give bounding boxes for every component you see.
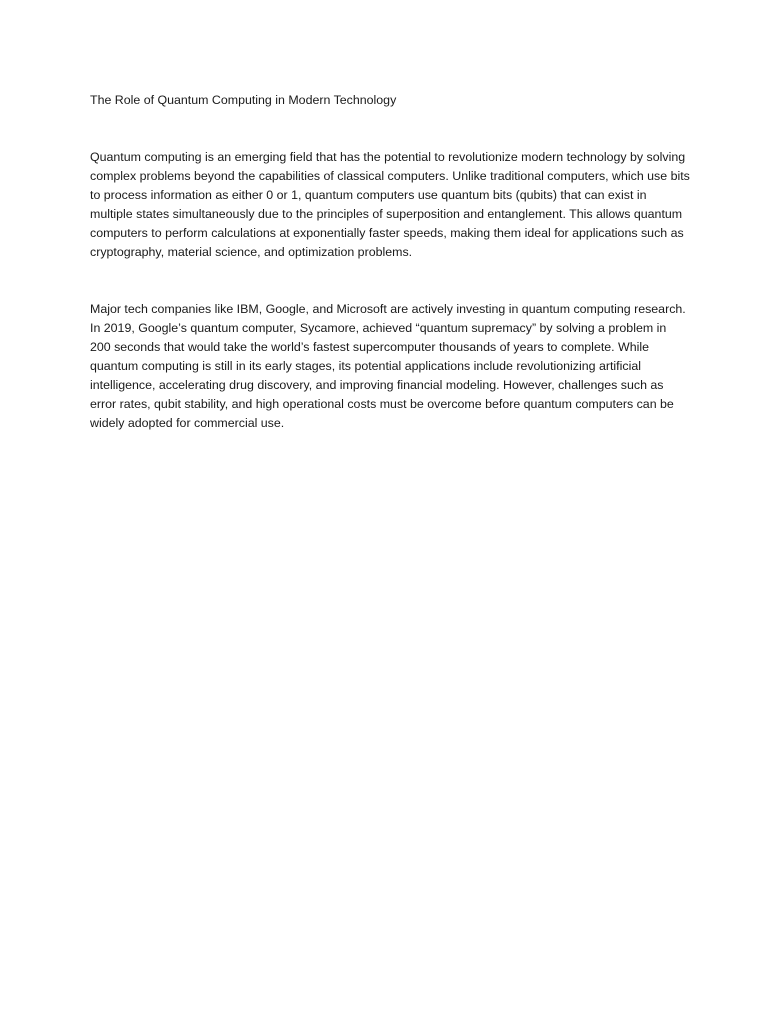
paragraph-1: Quantum computing is an emerging field that has the potential to revolutionize modern technology by solving complex problems beyond the capabilities of classical computers. Unlike traditional computers, which use bits to process information as either 0 or 1, quantum computers use quantum bits (qubits) that can exist in multiple states simultaneously due to the principles of superposition and entanglement. This allows quantum computers to perform calculations at exponentially faster speeds, making them ideal for applications such as cryptography, material science, and optimization problems.	[90, 150, 690, 259]
paragraph-2: Major tech companies like IBM, Google, and Microsoft are actively investing in quantum computing research. In 2019, Google’s quantum computer, Sycamore, achieved “quantum supremacy” by solving a problem in 200 seconds that would take the world’s fastest supercomputer thousands of years to complete. While quantum computing is still in its early stages, its potential applications include revolutionizing artificial intelligence, accelerating drug discovery, and improving financial modeling. However, challenges such as error rates, qubit stability, and high operational costs must be overcome before quantum computers can be widely adopted for commercial use.	[90, 302, 686, 430]
document-body	[90, 91, 690, 433]
document-title: The Role of Quantum Computing in Modern Technology	[90, 93, 397, 107]
